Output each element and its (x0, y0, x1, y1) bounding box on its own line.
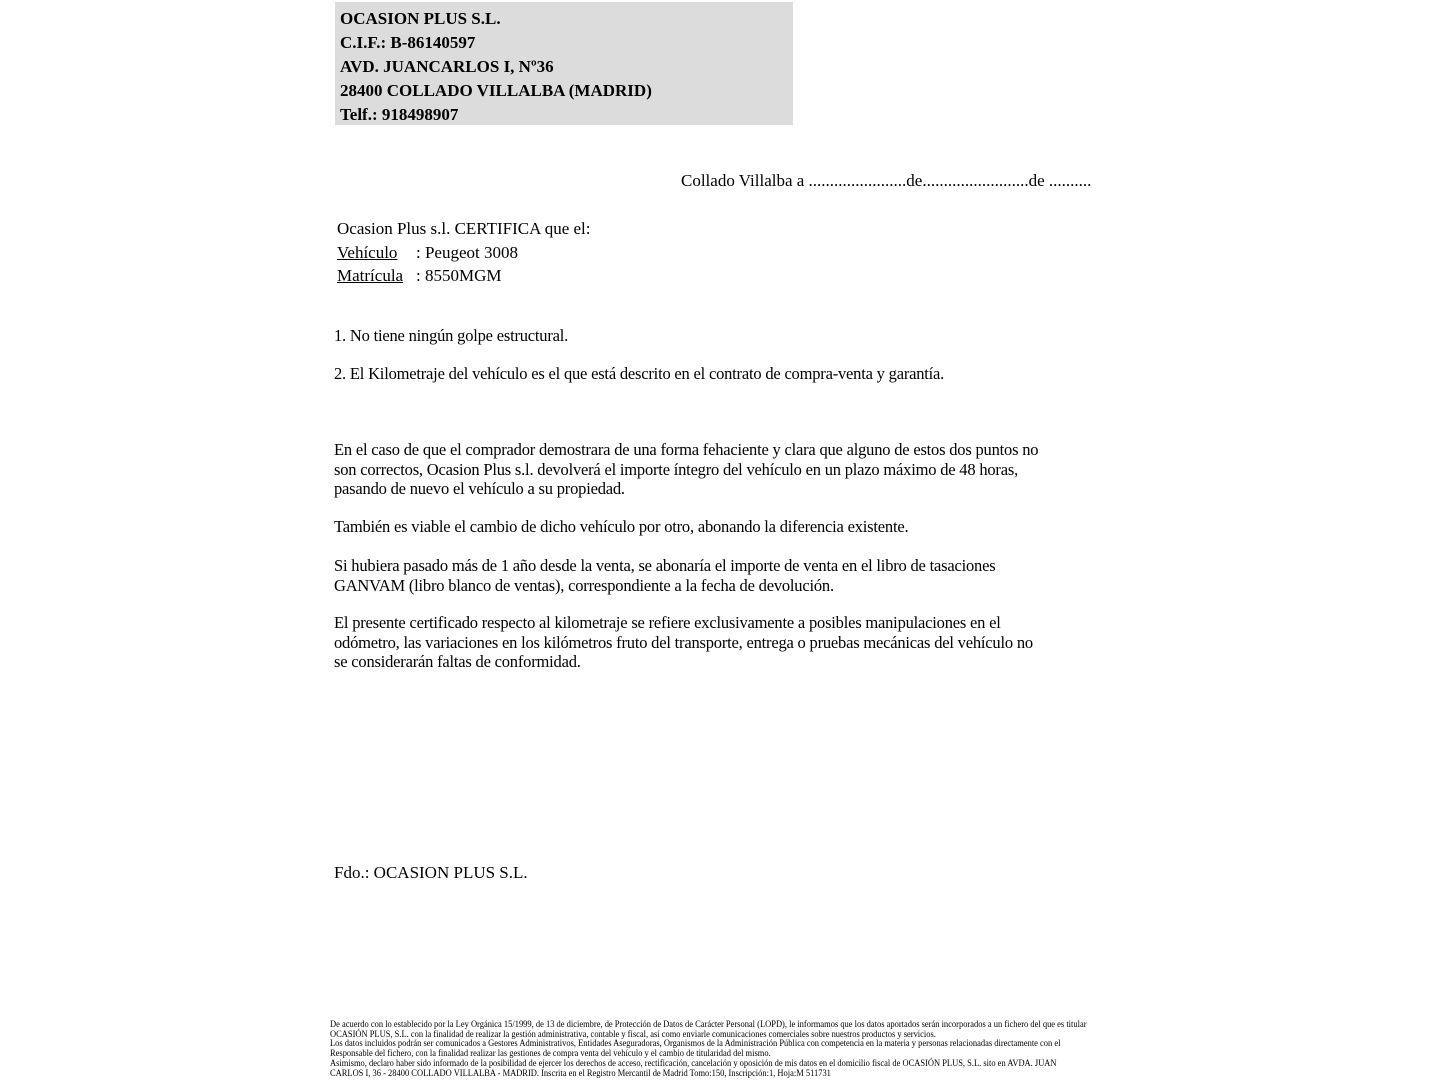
legal-line: Los datos incluidos podrán ser comunicados a Gestores Administrativos, Entidades Aseguradoras, Organismos de la Administración Pública con competencia en la materia y personas relacionadas directamente con el (330, 1038, 1061, 1049)
clause-1: 1. No tiene ningún golpe estructural. (334, 326, 569, 345)
paragraph-refund: En el caso de que el comprador demostrara de una forma fehaciente y clara que alguno de estos dos puntos no son correctos, Ocasion Plus s.l. devolverá el importe íntegro del vehículo en un plazo máximo de 48 horas, pasando de nuevo el vehículo a su propiedad. (334, 440, 1039, 498)
vehicle-label: Vehículo (337, 242, 398, 262)
signature-line: Fdo.: OCASION PLUS S.L. (334, 863, 528, 882)
paragraph-ganvam: Si hubiera pasado más de 1 año desde la venta, se abonaría el importe de venta en el libro de tasaciones GANVAM (libro blanco de ventas), correspondiente a la fecha de devolución. (334, 556, 996, 595)
vehicle-value: : Peugeot 3008 (416, 242, 518, 262)
company-header-box (335, 2, 793, 125)
legal-line: De acuerdo con lo establecido por la Ley Orgánica 15/1999, de 13 de diciembre, de Protección de Datos de Carácter Personal (LOPD), le informamos que los datos aportados serán incorporados a un fichero del que es titular (330, 1019, 1087, 1029)
legal-line: OCASIÓN PLUS, S.L. con la finalidad de realizar la gestión administrativa, contable y fiscal, así como enviarle comunicaciones comerciales sobre nuestros productos y servicios. (330, 1028, 936, 1039)
plate-label: Matrícula (337, 266, 404, 285)
clause-2: 2. El Kilometraje del vehículo es el que está descrito en el contrato de compra-venta y garantía. (334, 364, 945, 383)
legal-footer (330, 1019, 1087, 1078)
company-city: 28400 COLLADO VILLALBA (MADRID) (340, 81, 652, 100)
legal-line: CARLOS I, 36 - 28400 COLLADO VILLALBA - MADRID. Inscrita en el Registro Mercantil de Madrid Tomo:150, Inscripción:1, Hoja:M 511731 (330, 1067, 831, 1078)
company-cif: C.I.F.: B-86140597 (340, 33, 476, 52)
paragraph-exchange: También es viable el cambio de dicho vehículo por otro, abonando la diferencia existente. (334, 517, 909, 536)
certification-block (337, 217, 591, 288)
plate-value: : 8550MGM (416, 266, 502, 285)
plate-row (337, 264, 591, 288)
company-phone: Telf.: 918498907 (340, 105, 459, 124)
legal-line: Asimismo, declaro haber sido informado de la posibilidad de ejercer los derechos de acceso, rectificación, cancelación y oposición de mis datos en el domicilio fiscal de OCASIÓN PLUS, S.L. sito en AVDA. JUAN (330, 1057, 1057, 1068)
certification-intro: Ocasion Plus s.l. CERTIFICA que el: (337, 219, 591, 238)
paragraph-odometer: El presente certificado respecto al kilometraje se refiere exclusivamente a posibles manipulaciones en el odómetro, las variaciones en los kilómetros fruto del transporte, entrega o pruebas mecánicas del vehículo no se considerarán faltas de conformidad. (334, 613, 1033, 671)
company-address: AVD. JUANCARLOS I, Nº36 (340, 57, 554, 76)
vehicle-row (337, 241, 591, 265)
date-line: Collado Villalba a .......................de.........................de .......... (681, 171, 1092, 190)
company-name: OCASION PLUS S.L. (340, 9, 501, 28)
legal-line: Responsable del fichero, con la finalidad realizar las gestiones de compra venta del vehículo y el cambio de titularidad del mismo. (330, 1048, 771, 1059)
